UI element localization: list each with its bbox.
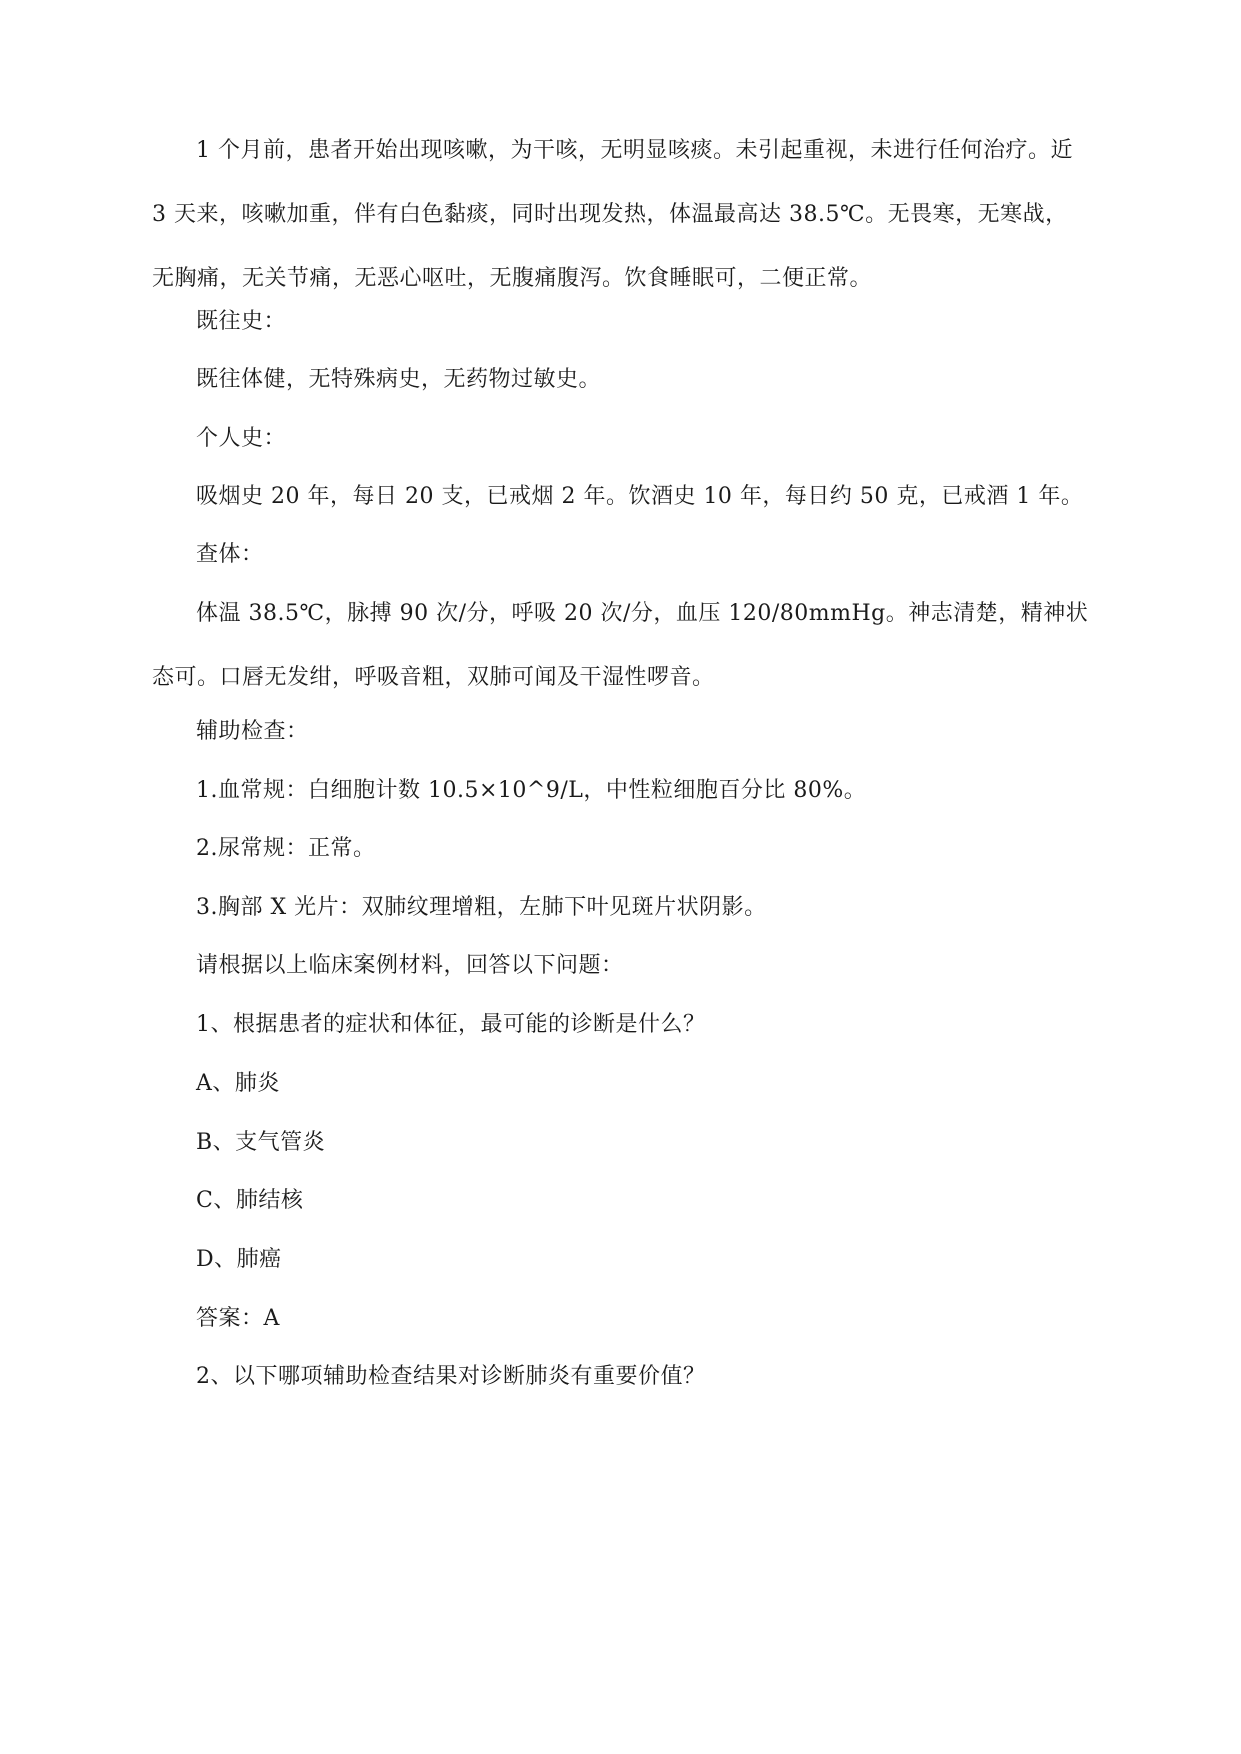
question-1-option-d: D、肺癌 xyxy=(196,1247,282,1272)
aux-exam-heading: 辅助检查： xyxy=(196,719,309,744)
exam-paragraph: 体温 38.5℃，脉搏 90 次/分，呼吸 20 次/分，血压 120/80mmHg。神志清楚，精神状态可。口唇无发绀，呼吸音粗，双肺可闻及干湿性啰音。 xyxy=(152,601,1089,690)
aux-exam-item-1: 1.血常规：白细胞计数 10.5×10^9/L，中性粒细胞百分比 80%。 xyxy=(196,778,867,803)
question-1-answer: 答案：A xyxy=(196,1306,280,1331)
question-1-option-b: B、支气管炎 xyxy=(196,1130,326,1155)
question-1-option-a: A、肺炎 xyxy=(196,1071,280,1096)
exam-heading: 查体： xyxy=(196,542,264,567)
question-2: 2、以下哪项辅助检查结果对诊断肺炎有重要价值？ xyxy=(196,1364,706,1389)
question-1: 1、根据患者的症状和体征，最可能的诊断是什么？ xyxy=(196,1012,706,1037)
personal-history-heading: 个人史： xyxy=(196,426,287,451)
instruction-text: 请根据以上临床案例材料，回答以下问题： xyxy=(196,953,624,978)
past-history-heading: 既往史： xyxy=(196,309,287,334)
question-1-option-c: C、肺结核 xyxy=(196,1188,304,1213)
personal-history-text: 吸烟史 20 年，每日 20 支，已戒烟 2 年。饮酒史 10 年，每日约 50 克，已戒酒 1 年。 xyxy=(196,484,1084,509)
past-history-text: 既往体健，无特殊病史，无药物过敏史。 xyxy=(196,367,602,392)
present-illness-paragraph: 1 个月前，患者开始出现咳嗽，为干咳，无明显咳痰。未引起重视，未进行任何治疗。近 3 天来，咳嗽加重，伴有白色黏痰，同时出现发热，体温最高达 38.5℃。无畏寒，无寒战，无胸痛，无关节痛，无恶心呕吐，无腹痛腹泻。饮食睡眠可，二便正常。 xyxy=(152,138,1073,291)
aux-exam-item-3: 3.胸部 X 光片：双肺纹理增粗，左肺下叶见斑片状阴影。 xyxy=(196,895,767,920)
aux-exam-item-2: 2.尿常规：正常。 xyxy=(196,836,376,861)
